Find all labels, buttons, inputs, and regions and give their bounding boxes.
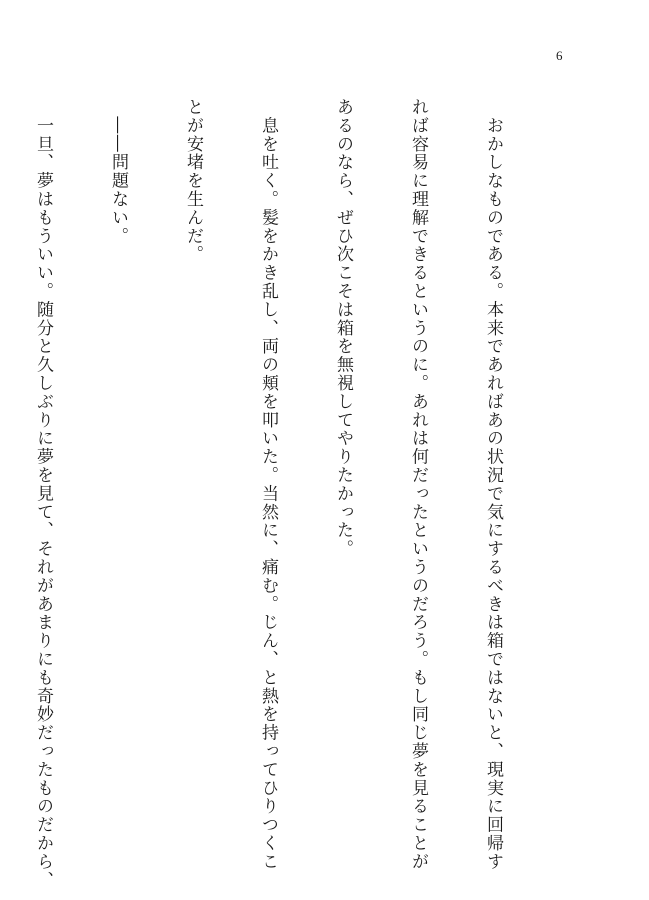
text-line: おかしなものである。本来であればあの状況で気にするべきは箱ではないと、現実に回帰す [483,98,503,871]
text-line: 息を吐く。髪をかき乱し、両の頬を叩いた。当然に、痛む。じん、と熱を持ってひりつくこ [258,98,278,871]
text-line: とが安堵を生んだ。 [183,98,203,264]
text-line: れば容易に理解できるというのに。あれは何だったというのだろう。もし同じ夢を見ることが [408,98,428,871]
text-line: 一旦、夢はもういい。随分と久しぶりに夢を見て、それがあまりにも奇妙だったものだから、 [33,98,53,890]
body-text [0,98,555,890]
page-number: 6 [556,48,563,63]
text-line: あるのなら、ぜひ次こそは箱を無視してやりたかった。 [333,98,353,558]
text-line: ――問題ない。 [108,98,128,246]
